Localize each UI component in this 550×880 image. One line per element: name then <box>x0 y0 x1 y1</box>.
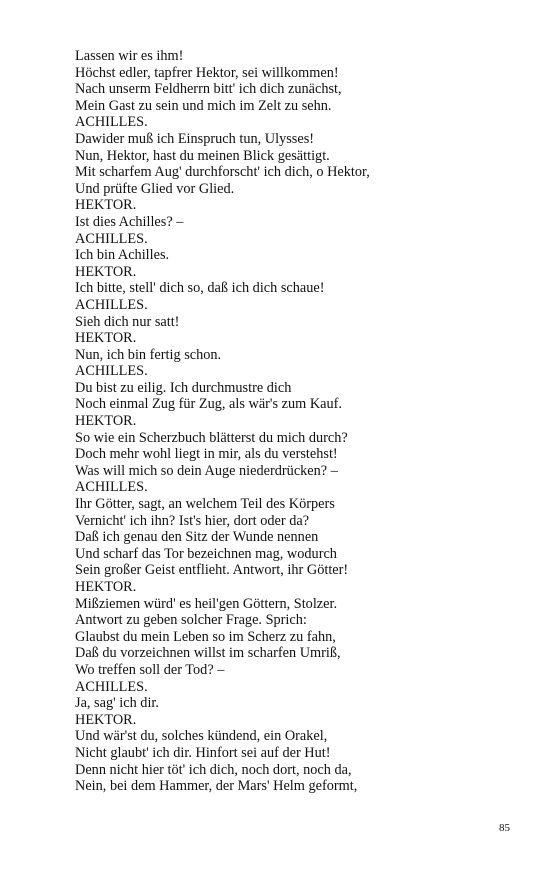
speaker-label: HEKTOR. <box>75 330 137 347</box>
speaker-label: ACHILLES. <box>75 114 148 131</box>
text-line: Nach unserm Feldherrn bitt' ich dich zunächst, <box>75 81 342 98</box>
text-line: Mein Gast zu sein und mich im Zelt zu sehn. <box>75 97 332 114</box>
text-line: Ihr Götter, sagt, an welchem Teil des Körpers <box>75 496 335 513</box>
text-line: Ich bitte, stell' dich so, daß ich dich schaue! <box>75 280 325 297</box>
speaker-label: ACHILLES. <box>75 296 148 313</box>
text-line: Und scharf das Tor bezeichnen mag, wodurch <box>75 545 337 562</box>
text-line: Ich bin Achilles. <box>75 247 170 264</box>
text-line: Sein großer Geist entflieht. Antwort, ihr Götter! <box>75 562 349 579</box>
speaker-label: HEKTOR. <box>75 263 137 280</box>
speaker-label: ACHILLES. <box>75 230 148 247</box>
text-line: Daß du vorzeichnen willst im scharfen Umriß, <box>75 645 341 662</box>
text-line: Was will mich so dein Auge niederdrücken? – <box>75 462 338 479</box>
text-line: Du bist zu eilig. Ich durchmustre dich <box>75 379 292 396</box>
page-number: 85 <box>499 822 510 834</box>
speaker-label: ACHILLES. <box>75 479 148 496</box>
text-line: Und wär'st du, solches kündend, ein Orakel, <box>75 728 328 745</box>
text-line: Ja, sag' ich dir. <box>75 695 159 712</box>
text-line: Ist dies Achilles? – <box>75 213 184 230</box>
speaker-label: HEKTOR. <box>75 413 137 430</box>
speaker-label: HEKTOR. <box>75 579 137 595</box>
text-line: Antwort zu geben solcher Frage. Sprich: <box>75 612 307 629</box>
text-line: Glaubst du mein Leben so im Scherz zu fahn, <box>75 628 336 645</box>
text-line: Wo treffen soll der Tod? – <box>75 661 225 678</box>
text-line: Noch einmal Zug für Zug, als wär's zum Kauf. <box>75 396 342 413</box>
text-line: Daß ich genau den Sitz der Wunde nennen <box>75 529 319 546</box>
text-line: Lassen wir es ihm! <box>75 48 184 64</box>
text-line: Vernicht' ich ihn? Ist's hier, dort oder da? <box>75 512 310 529</box>
text-line: Und prüfte Glied vor Glied. <box>75 180 235 197</box>
speaker-label: HEKTOR. <box>75 197 137 214</box>
text-line: Nein, bei dem Hammer, der Mars' Helm geformt, <box>75 778 358 795</box>
text-line: Dawider muß ich Einspruch tun, Ulysses! <box>75 130 315 147</box>
text-line: Sieh dich nur satt! <box>75 313 180 330</box>
text-line: Doch mehr wohl liegt in mir, als du verstehst! <box>75 446 338 463</box>
speaker-label: HEKTOR. <box>75 711 137 728</box>
text-line: Nicht glaubt' ich dir. Hinfort sei auf der Hut! <box>75 744 331 761</box>
page-text <box>75 48 515 795</box>
speaker-label: ACHILLES. <box>75 678 148 695</box>
text-line: Denn nicht hier töt' ich dich, noch dort, noch da, <box>75 761 352 778</box>
speaker-label: ACHILLES. <box>75 363 148 380</box>
text-line: Höchst edler, tapfrer Hektor, sei willkommen! <box>75 64 339 81</box>
text-line: Mit scharfem Aug' durchforscht' ich dich, o Hektor, <box>75 164 370 181</box>
text-line: Nun, ich bin fertig schon. <box>75 346 222 363</box>
text-line: Mißziemen würd' es heil'gen Göttern, Stolzer. <box>75 595 338 612</box>
text-line: Nun, Hektor, hast du meinen Blick gesättigt. <box>75 147 330 164</box>
text-line: So wie ein Scherzbuch blätterst du mich durch? <box>75 429 348 446</box>
